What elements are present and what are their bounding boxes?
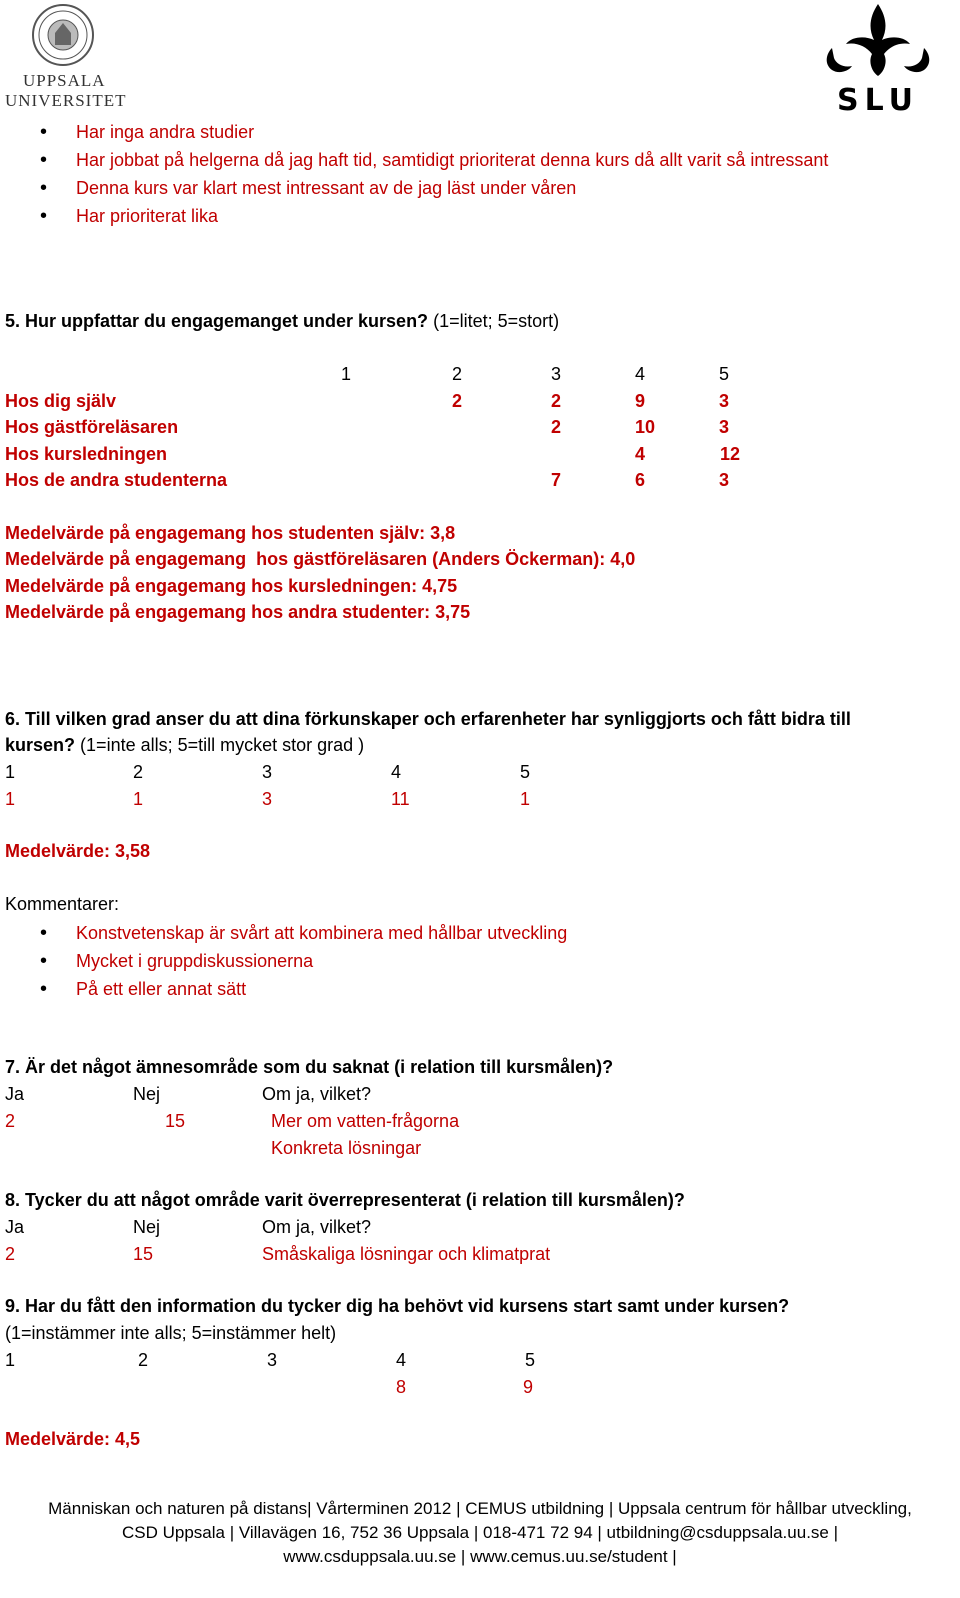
q9-values-row	[5, 1374, 905, 1400]
q9-value: 8	[396, 1377, 407, 1397]
table-row	[5, 467, 905, 493]
uu-logo-line1: UPPSALA	[23, 71, 106, 90]
list-item: • På ett eller annat sätt	[40, 975, 567, 1003]
q7-answer: Mer om vatten-frågorna	[271, 1111, 460, 1131]
q8-nej-value: 15	[133, 1244, 154, 1264]
slu-logo	[822, 2, 934, 114]
slu-logo-text: SLU	[836, 83, 920, 114]
list-item: • Mycket i gruppdiskussionerna	[40, 947, 567, 975]
q8-header-row	[5, 1214, 905, 1240]
q7-values-row	[5, 1108, 905, 1134]
q6-scale-label: 5	[520, 762, 531, 782]
q5-row-label: Hos dig själv	[5, 391, 117, 411]
q9-value: 9	[523, 1377, 534, 1397]
q5-row-label: Hos de andra studenterna	[5, 470, 228, 490]
q9-scale-label: 5	[525, 1350, 536, 1370]
q8-title: 8. Tycker du att något område varit överrepresenterat (i relation till kursmålen)?	[5, 1190, 685, 1210]
q5-average: Medelvärde på engagemang hos gästföreläsaren (Anders Öckerman): 4,0	[5, 549, 636, 569]
q5-cell: 2	[550, 391, 561, 411]
q9-scale-label: 3	[267, 1350, 278, 1370]
q9-scale-row	[5, 1347, 905, 1373]
q5-cell: 12	[719, 444, 741, 464]
q8-ja-value: 2	[5, 1244, 16, 1264]
q7-col-ja: Ja	[5, 1084, 25, 1104]
footer-line2: CSD Uppsala | Villavägen 16, 752 36 Uppsala | 018-471 72 94 | utbildning@csduppsala.uu.se |	[121, 1523, 839, 1542]
q9-scale-label: 2	[138, 1350, 149, 1370]
q8-values-row	[5, 1241, 905, 1267]
q6-value: 1	[520, 789, 531, 809]
q7-ja-value: 2	[5, 1111, 16, 1131]
uu-logo-line2: UNIVERSITET	[5, 91, 127, 110]
q5-heading	[5, 310, 559, 332]
slu-emblem-icon	[822, 2, 934, 114]
q5-average: Medelvärde på engagemang hos studenten själv: 3,8	[5, 523, 456, 543]
q9-scale: (1=instämmer inte alls; 5=instämmer helt)	[5, 1323, 337, 1343]
q7-col-om: Om ja, vilket?	[262, 1084, 372, 1104]
q6-comment-list	[40, 919, 567, 1003]
q6-value: 1	[5, 789, 16, 809]
q6-value: 3	[262, 789, 273, 809]
q5-cell: 2	[550, 417, 561, 437]
q6-scale: (1=inte alls; 5=till mycket stor grad )	[80, 735, 365, 755]
q5-row-label: Hos kursledningen	[5, 444, 168, 464]
q5-cell: 3	[718, 391, 729, 411]
q6-value: 1	[133, 789, 144, 809]
table-row	[5, 388, 905, 414]
q5-average: Medelvärde på engagemang hos andra studenter: 3,75	[5, 602, 471, 622]
q5-scale-label: 4	[634, 364, 645, 384]
q9-scale-label: 4	[396, 1350, 407, 1370]
q5-scale-label: 1	[340, 364, 351, 384]
q9-scale-label: 1	[5, 1350, 16, 1370]
q8-col-nej: Nej	[133, 1217, 161, 1237]
q5-average: Medelvärde på engagemang hos kursledningen: 4,75	[5, 576, 458, 596]
q5-scale-label: 3	[550, 364, 561, 384]
q7-header-row	[5, 1081, 905, 1107]
list-item: • Har jobbat på helgerna då jag haft tid, samtidigt prioriterat denna kurs då allt varit så intressant	[40, 146, 828, 174]
q6-comments-label: Kommentarer:	[5, 894, 120, 914]
q5-cell: 6	[634, 470, 645, 490]
q6-title-line2: kursen?	[5, 735, 76, 755]
q6-heading-line2	[5, 734, 364, 756]
q5-title: 5. Hur uppfattar du engagemanget under kursen?	[5, 311, 429, 331]
q7-col-nej: Nej	[133, 1084, 161, 1104]
list-item: • Har prioriterat lika	[40, 202, 828, 230]
q5-cell: 2	[451, 391, 462, 411]
q8-col-om: Om ja, vilket?	[262, 1217, 372, 1237]
q5-scale-label: 2	[451, 364, 462, 384]
q6-scale-label: 4	[391, 762, 402, 782]
intro-bullet-list	[40, 118, 828, 230]
q6-value: 11	[391, 789, 410, 809]
q6-scale-label: 3	[262, 762, 273, 782]
table-row	[5, 441, 905, 467]
q7-answer: Konkreta lösningar	[271, 1138, 422, 1158]
q5-cell: 7	[550, 470, 561, 490]
q6-scale-row	[5, 759, 905, 785]
q5-cell: 3	[718, 470, 729, 490]
q7-values-row	[5, 1135, 905, 1161]
q8-answer: Småskaliga lösningar och klimatprat	[262, 1244, 551, 1264]
list-item: • Konstvetenskap är svårt att kombinera med hållbar utveckling	[40, 919, 567, 947]
uu-seal-icon	[31, 3, 95, 67]
footer-line3: www.csduppsala.uu.se | www.cemus.uu.se/student |	[283, 1547, 677, 1566]
q5-cell: 3	[718, 417, 729, 437]
q7-nej-value: 15	[165, 1111, 186, 1131]
q9-average: Medelvärde: 4,5	[5, 1429, 141, 1449]
q5-cell: 10	[634, 417, 656, 437]
footer-line1: Människan och naturen på distans| Vårterminen 2012 | CEMUS utbildning | Uppsala centrum för hållbar utveckling,	[48, 1499, 912, 1518]
q6-values-row	[5, 786, 905, 812]
q5-row-label: Hos gästföreläsaren	[5, 417, 179, 437]
q8-col-ja: Ja	[5, 1217, 25, 1237]
q6-average: Medelvärde: 3,58	[5, 841, 151, 861]
q9-title: 9. Har du fått den information du tycker dig ha behövt vid kursens start samt under kursen?	[5, 1296, 790, 1316]
q6-scale-label: 2	[133, 762, 144, 782]
q5-scale-row	[5, 361, 905, 387]
q6-scale-label: 1	[5, 762, 16, 782]
list-item: • Har inga andra studier	[40, 118, 828, 146]
q7-title: 7. Är det något ämnesområde som du saknat (i relation till kursmålen)?	[5, 1057, 614, 1077]
q5-cell: 4	[634, 444, 645, 464]
q5-cell: 9	[634, 391, 645, 411]
list-item: • Denna kurs var klart mest intressant av de jag läst under våren	[40, 174, 828, 202]
q5-scale: (1=litet; 5=stort)	[433, 311, 560, 331]
q5-scale-label: 5	[718, 364, 729, 384]
table-row	[5, 414, 905, 440]
uppsala-university-logo	[5, 3, 130, 111]
q6-title-line1: 6. Till vilken grad anser du att dina förkunskaper och erfarenheter har synliggjorts och fått bidra till	[5, 709, 851, 729]
